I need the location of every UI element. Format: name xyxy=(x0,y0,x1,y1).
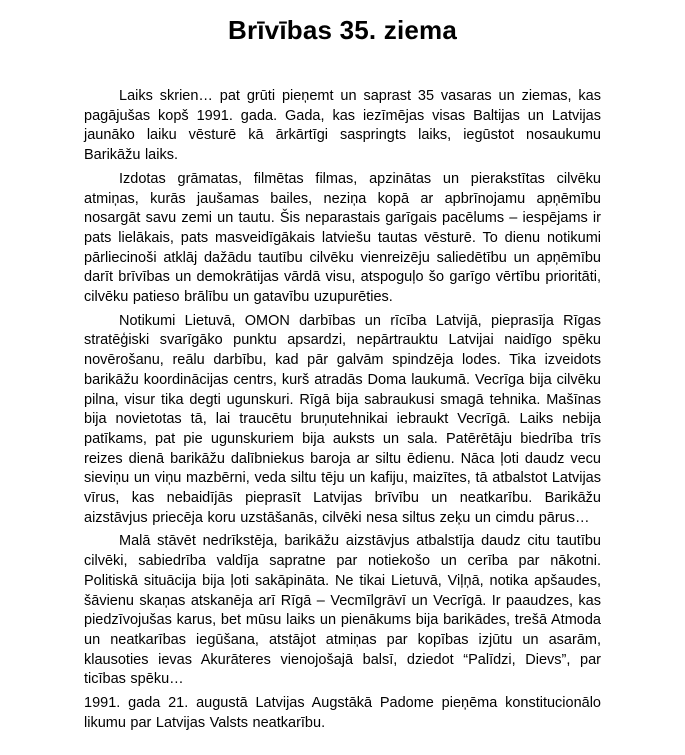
document-title: Brīvības 35. ziema xyxy=(227,15,458,45)
paragraph: Notikumi Lietuvā, OMON darbības un rīcība Latvijā, pieprasīja Rīgas stratēģiski svarīgāko punktu apsardzi, nepārtrauktu Latvijai naidīgo spēku novērošanu, reālu darbību, kad pār galvām spindzēja lodes. Tika izveidots barikāžu koordinācijas centrs, kurš atradās Doma laukumā. Vecrīga bija cilvēku pilna, visur tika degti ugunskuri. Rīgā bija sabraukusi smagā tehnika. Mašīnas bija novietotas tā, lai traucētu bruņutehnikai iebraukt Vecrīgā. Laiks nebija patīkams, pat pie ugunskuriem bija auksts un sala. Patērētāju biedrība trīs reizes dienā barikāžu dalībniekus baroja ar siltu ēdienu. Nāca ļoti daudz vecu sieviņu un viņu mazbērni, veda siltu tēju un kafiju, maizītes, tā atbalstot Latvijas vīrus, kas nebaidījās pieprasīt Latvijas brīvību un neatkarību. Barikāžu aizstāvjus priecēja koru uzstāšanās, cilvēki nesa siltus zeķu un cimdu pārus… xyxy=(84,312,601,526)
paragraph: Laiks skrien… pat grūti pieņemt un saprast 35 vasaras un ziemas, kas pagājušas kopš 1991. gada. Gada, kas iezīmējas visas Baltijas un Latvijas jaunāko laiku vēsturē kā ārkārtīgi saspringts laiks, iegūstot nosaukumu Barikāžu laiks. xyxy=(84,88,601,164)
paragraph: 1991. gada 21. augustā Latvijas Augstākā Padome pieņēma konstitucionālo likumu par Latvijas Valsts neatkarību. xyxy=(84,695,601,731)
document-body xyxy=(84,87,601,734)
paragraph: Izdotas grāmatas, filmētas filmas, apzinātas un pierakstītas cilvēku atmiņas, kurās jaušamas bailes, neziņa kopā ar apbrīnojamu apņēmību nosargāt savu zemi un tautu. Šis neparastais garīgais pacēlums – iespējams ir pats lielākais, pats masveidīgākais latviešu tautas vēsturē. To dienu notikumi pārliecinoši atklāj dažādu tautību cilvēku vienreizēju saliedētību un apņēmību darīt brīvības un demokrātijas vārdā visu, atspoguļo šo garīgo vērtību prioritāti, cilvēku patieso brālību un gatavību uzupurēties. xyxy=(84,170,601,306)
paragraph: Malā stāvēt nedrīkstēja, barikāžu aizstāvjus atbalstīja daudz citu tautību cilvēki, sabiedrība valdīja sapratne par notiekošo un cerība par nākotni. Politiskā situācija bija ļoti sakāpināta. Ne tikai Lietuvā, Viļņā, notika apšaudes, šāvienu skaņas atskanēja arī Rīgā – Vecmīlgrāvī un Vecrīgā. Ir paaudzes, kas piedzīvojušas karus, bet mūsu laiks un pienākums bija barikādes, trešā Atmoda un neatkarības iegūšana, atstājot atmiņas par kopības izjūtu un asarām, klausoties ievas Akurāteres vienojošajā balsī, dziedot “Palīdzi, Dievs”, par ticības spēku… xyxy=(84,533,601,688)
